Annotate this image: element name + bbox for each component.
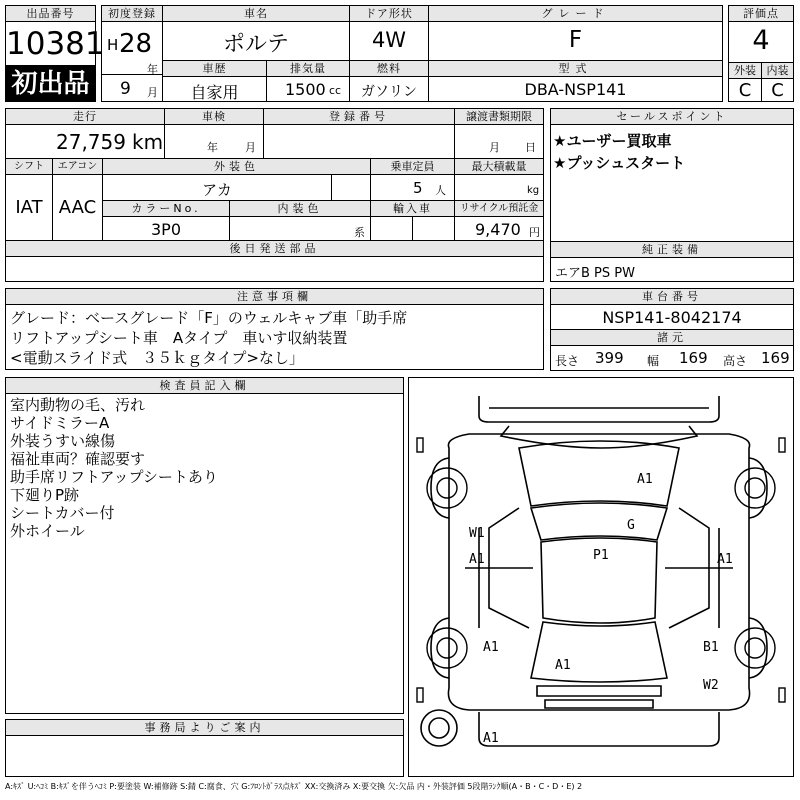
mark-front-left-fender: W1 <box>469 526 485 541</box>
interior-grade: C <box>771 80 784 101</box>
sales-point-label: セールスポイント <box>550 108 794 125</box>
notes-label: 注意事項欄 <box>5 288 544 305</box>
mark-rear-bumper-right: W2 <box>703 678 719 693</box>
door-box <box>349 21 429 61</box>
model-box <box>428 76 723 102</box>
later-parts-box <box>5 256 544 282</box>
ac-label: エアコン <box>52 158 103 175</box>
inspector-line-4: 福祉車両？確認要す <box>10 450 146 468</box>
lot-number-box <box>5 21 105 66</box>
reg-number-box <box>263 124 455 159</box>
capacity-unit: 人 <box>435 184 446 197</box>
mark-rear-left: A1 <box>483 640 499 655</box>
year-unit: 年 <box>147 63 158 76</box>
mileage: 27,759 <box>56 130 126 154</box>
mark-roof: P1 <box>593 548 609 563</box>
recycle-label: リサイクル預託金 <box>454 200 544 217</box>
mileage-unit: km <box>132 130 164 154</box>
color-no-label: カラーNo. <box>102 200 230 217</box>
color-box <box>102 174 371 201</box>
reg-month: 9 <box>120 79 131 99</box>
car-name: ポルテ <box>222 32 289 57</box>
width: 169 <box>679 349 708 367</box>
int-color-box <box>229 216 371 241</box>
history-label: 車歴 <box>162 60 267 77</box>
interior-grade-box <box>761 78 794 102</box>
car-name-box <box>162 21 350 61</box>
sales-point-box <box>550 124 794 242</box>
first-reg-label: 初度登録 <box>101 5 163 22</box>
import-label: 輸入車 <box>370 200 455 217</box>
equip-label: 純正装備 <box>550 241 794 258</box>
fuel-label: 燃料 <box>349 60 429 77</box>
inspection-box <box>164 124 264 159</box>
displacement-unit: cc <box>329 84 342 97</box>
mark-left-door: A1 <box>469 552 485 567</box>
inspection-label: 車検 <box>164 108 264 125</box>
office-box <box>5 735 404 777</box>
inspector-box <box>5 393 404 714</box>
length: 399 <box>595 349 624 367</box>
lot-number-label: 出品番号 <box>5 5 96 22</box>
inspector-line-8: 外ホイール <box>10 522 85 540</box>
door-type: 4W <box>371 28 407 52</box>
import-box <box>370 216 455 241</box>
recycle: 9,470 <box>475 220 521 239</box>
color-label: 外装色 <box>102 158 371 175</box>
equipment: エアB PS PW <box>555 266 635 281</box>
reg-year: 28 <box>119 29 153 59</box>
interior-label: 内装 <box>761 62 794 79</box>
model-label: 型式 <box>428 60 723 77</box>
notes-box <box>5 304 544 370</box>
first-reg-box <box>101 21 163 102</box>
notes-line-1: グレード：ベースグレード「F」のウェルキャブ車「助手席 <box>10 309 408 327</box>
chassis-box <box>550 304 794 330</box>
inspector-label: 検査員記入欄 <box>5 377 404 394</box>
car-diagram <box>408 377 794 777</box>
sales-point-1: ★ユーザー買取車 <box>553 132 672 150</box>
load-unit: kg <box>527 185 540 196</box>
length-label: 長さ <box>555 354 580 368</box>
inspector-line-2: サイドミラーA <box>10 414 110 432</box>
height-label: 高さ <box>723 354 748 368</box>
legend: A:ｷｽﾞ U:ﾍｺﾐ B:ｷｽﾞを伴うﾍｺﾐ P:要塗装 W:補修跡 S:錆 C:腐食、穴 G:ﾌﾛﾝﾄｶﾞﾗｽ点ｷｽﾞ XX:交換済み X:要交換 欠:欠品 内・外装評価 5段階ﾗﾝｸ順(A・B・C・D・E) 2 <box>5 782 583 791</box>
shift-box <box>5 174 53 241</box>
ac-box <box>52 174 103 241</box>
inspector-line-5: 助手席リフトアップシートあり <box>10 468 218 486</box>
fuel: ガソリン <box>361 84 417 100</box>
history: 自家用 <box>190 83 239 102</box>
inspector-line-3: 外装うすい線傷 <box>10 432 116 450</box>
office-label: 事務局よりご案内 <box>5 719 404 736</box>
exterior-grade: C <box>738 80 752 101</box>
mark-rear-right: B1 <box>703 640 719 655</box>
equip-box <box>550 257 794 282</box>
width-label: 幅 <box>647 354 660 368</box>
grade: F <box>568 27 583 53</box>
shift: IAT <box>15 197 43 218</box>
inspection-year: 年 <box>207 141 218 154</box>
transfer-day: 日 <box>525 141 536 154</box>
notes-line-3: <電動スライド式 ３５ｋｇタイプ>なし」 <box>10 349 304 367</box>
later-parts-label: 後日発送部品 <box>5 240 544 257</box>
mark-rear-bumper: A1 <box>483 731 499 746</box>
mark-trunk: A1 <box>555 658 571 673</box>
grade-box <box>428 21 723 61</box>
capacity-label: 乗車定員 <box>370 158 455 175</box>
grade-label: グレード <box>428 5 723 22</box>
month-unit: 月 <box>147 86 158 99</box>
first-listing-text: 初出品 <box>11 69 90 99</box>
chassis-label: 車台番号 <box>550 288 794 305</box>
load-box <box>454 174 544 201</box>
displacement-box <box>266 76 350 102</box>
height: 169 <box>761 349 790 367</box>
shift-label: シフト <box>5 158 53 175</box>
capacity: 5 <box>413 179 423 197</box>
reg-number-label: 登録番号 <box>263 108 455 125</box>
color-no: 3P0 <box>150 220 181 239</box>
inspector-line-6: 下廻りP跡 <box>10 486 80 504</box>
lot-number: 10381 <box>6 26 105 62</box>
transfer-label: 譲渡書類期限 <box>454 108 544 125</box>
load-label: 最大積載量 <box>454 158 544 175</box>
capacity-box <box>370 174 455 201</box>
dims-label: 諸元 <box>550 329 794 346</box>
car-name-label: 車名 <box>162 5 350 22</box>
mark-windshield: G <box>627 518 635 533</box>
displacement-label: 排気量 <box>266 60 350 77</box>
inspector-line-1: 室内動物の毛、汚れ <box>10 396 146 414</box>
int-color-label: 内装色 <box>229 200 371 217</box>
inspector-line-7: シートカバー付 <box>10 504 115 522</box>
model: DBA-NSP141 <box>524 80 627 99</box>
color: アカ <box>202 181 232 199</box>
transfer-month: 月 <box>489 141 500 154</box>
chassis-number: NSP141-8042174 <box>602 308 742 327</box>
exterior-label: 外装 <box>728 62 762 79</box>
fuel-box <box>349 76 429 102</box>
inspection-month: 月 <box>245 141 256 154</box>
sales-point-2: ★プッシュスタート <box>553 154 686 172</box>
ac: AAC <box>58 197 97 218</box>
door-label: ドア形状 <box>349 5 429 22</box>
recycle-unit: 円 <box>529 226 540 239</box>
score: 4 <box>752 25 770 56</box>
mark-hood: A1 <box>637 472 653 487</box>
mileage-box <box>5 124 165 159</box>
car-outline <box>409 378 793 776</box>
first-listing-badge <box>5 65 96 102</box>
mileage-label: 走行 <box>5 108 165 125</box>
transfer-box <box>454 124 544 159</box>
score-box <box>728 21 794 63</box>
score-label: 評価点 <box>728 5 794 22</box>
exterior-grade-box <box>728 78 762 102</box>
mark-right-door: A1 <box>717 552 733 567</box>
color-no-box <box>102 216 230 241</box>
displacement: 1500 <box>285 80 326 99</box>
notes-line-2: リフトアップシート車 Aタイプ 車いす収納装置 <box>10 329 348 347</box>
recycle-box <box>454 216 544 241</box>
int-color-unit: 系 <box>354 226 365 239</box>
history-box <box>162 76 267 102</box>
dims-box <box>550 345 794 371</box>
era-prefix: H <box>107 36 119 54</box>
